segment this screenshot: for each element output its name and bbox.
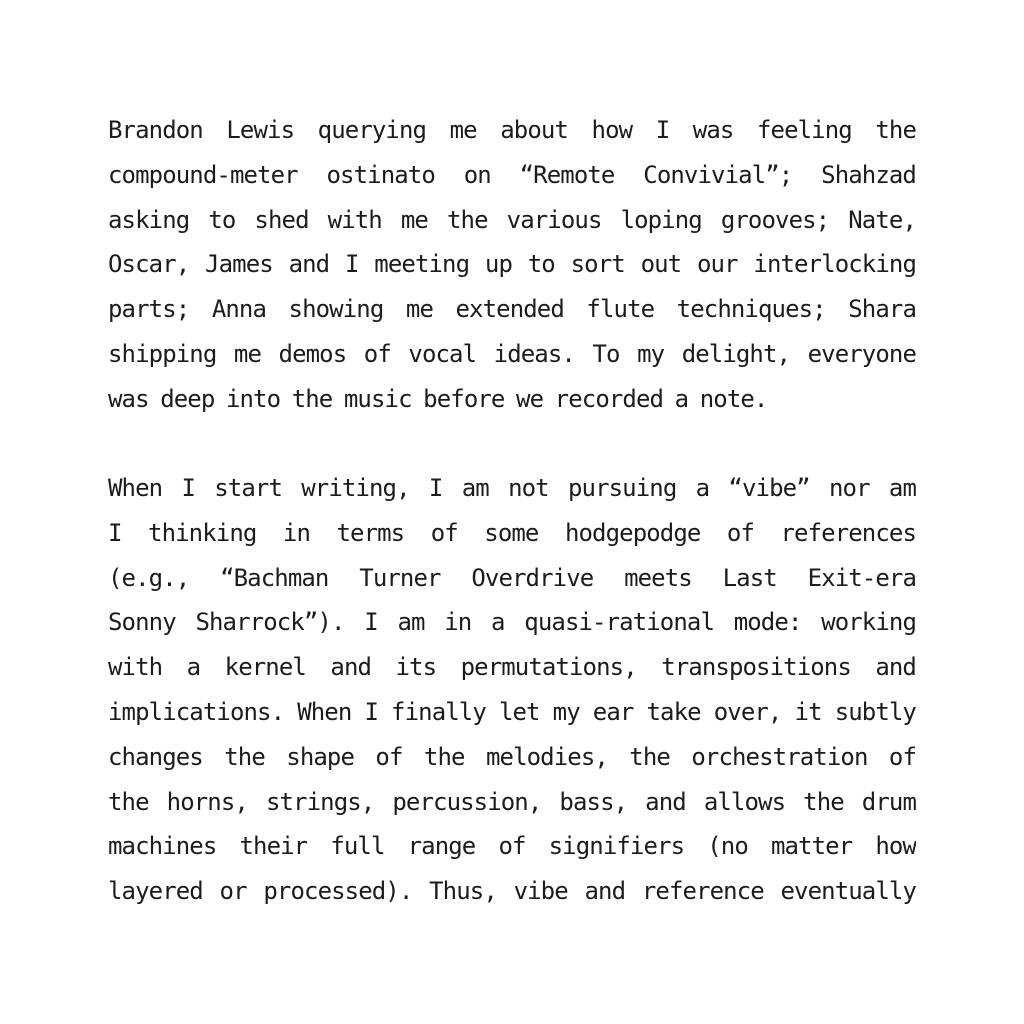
paragraph-2-line-8: the horns, strings, percussion, bass, and allows the drum [108, 787, 916, 816]
paragraph-1 [108, 108, 916, 422]
paragraph-2-line-10: layered or processed). Thus, vibe and reference eventually [108, 877, 916, 906]
paragraph-2-line-2: I thinking in terms of some hodgepodge of references [108, 518, 916, 547]
paragraph-1-line-5: parts; Anna showing me extended flute techniques; Shara [108, 295, 916, 324]
paragraph-2-line-6: implications. When I finally let my ear take over, it subtly [108, 697, 916, 726]
paragraph-1-line-7: was deep into the music before we recorded a note. [108, 384, 768, 413]
paragraph-1-line-3: asking to shed with me the various loping grooves; Nate, [108, 205, 916, 234]
paragraph-2-line-9: machines their full range of signifiers (no matter how [108, 832, 916, 861]
paragraph-2-line-4: Sonny Sharrock”). I am in a quasi-rational mode: working [108, 608, 916, 637]
paragraph-2-line-1: When I start writing, I am not pursuing a “vibe” nor am [108, 474, 916, 502]
paragraph-2-line-5: with a kernel and its permutations, transpositions and [108, 653, 916, 682]
paragraph-1-line-2: compound-meter ostinato on “Remote Convivial”; Shahzad [108, 160, 916, 189]
paragraph-1-line-1: Brandon Lewis querying me about how I was feeling the [108, 116, 916, 144]
paragraph-2-line-7: changes the shape of the melodies, the orchestration of [108, 742, 916, 771]
paragraph-1-line-4: Oscar, James and I meeting up to sort out our interlocking [108, 250, 916, 279]
paragraph-2 [108, 466, 916, 914]
paragraph-2-line-3: (e.g., “Bachman Turner Overdrive meets Last Exit-era [108, 563, 916, 592]
paragraph-1-line-6: shipping me demos of vocal ideas. To my delight, everyone [108, 339, 916, 368]
